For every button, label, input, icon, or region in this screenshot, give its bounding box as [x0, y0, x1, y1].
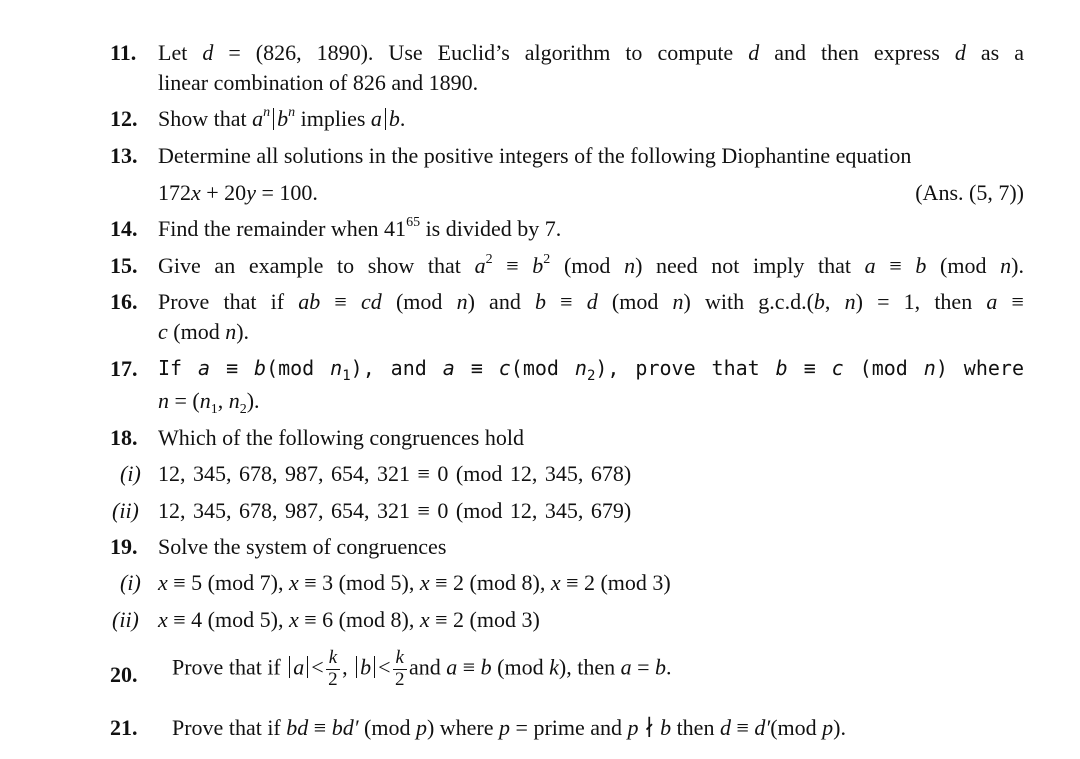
var-d: d — [748, 40, 760, 65]
var-a: a — [370, 106, 382, 131]
equals: = — [631, 654, 656, 680]
var-n: n — [228, 388, 240, 413]
var-n: n — [158, 388, 169, 413]
var-b: b — [388, 106, 400, 131]
text: ≡ 2 (mod 3) — [560, 570, 671, 595]
problem-13-line-1: Determine all solutions in the positive integers of the following Diophantine equation — [158, 143, 912, 168]
text: as a — [965, 40, 1025, 65]
problem-11-line-1 — [158, 42, 1024, 64]
text: ≡ 3 (mod 5), — [298, 570, 420, 595]
var-bd-prime: bd′ — [331, 715, 359, 740]
text: ). — [1011, 253, 1024, 278]
text: Let — [158, 40, 203, 65]
text: (mod — [167, 319, 226, 344]
var-b: b — [813, 289, 825, 314]
text: 172 — [158, 180, 191, 205]
text: . — [666, 654, 672, 680]
text: = (826, 1890). Use Euclid’s algorithm to compute — [213, 40, 749, 65]
var-d: d — [586, 289, 598, 314]
text: (mod — [266, 356, 331, 380]
var-b: b — [535, 289, 546, 314]
problem-11-number: 11. — [110, 40, 137, 65]
var-c: c — [831, 356, 844, 380]
text: = 100. — [255, 180, 318, 205]
var-d: d — [719, 715, 731, 740]
var-x: x — [419, 607, 430, 632]
var-a: a — [198, 356, 211, 380]
text: ) and — [467, 289, 535, 314]
denominator: 2 — [328, 668, 338, 690]
text: (mod — [510, 356, 575, 380]
text: (mod — [491, 654, 550, 680]
var-n: n — [672, 289, 684, 314]
var-x: x — [550, 570, 561, 595]
problem-21-number: 21. — [110, 715, 138, 740]
text: Give an example to show that — [158, 253, 475, 278]
congruent: ≡ — [997, 289, 1024, 314]
abs-bar — [307, 656, 308, 678]
fraction-k-over-2 — [393, 648, 407, 691]
congruent: ≡ — [546, 289, 587, 314]
text: Show that — [158, 106, 253, 131]
var-n: n — [456, 289, 468, 314]
var-n: n — [199, 388, 211, 413]
problem-20-text — [172, 648, 672, 691]
less-than: < — [311, 654, 324, 680]
text: ). — [246, 388, 260, 413]
problem-19-i-text — [158, 572, 671, 594]
var-n: n — [923, 356, 936, 380]
var-b: b — [480, 654, 492, 680]
var-b: b — [360, 654, 372, 680]
problem-12-text — [158, 105, 406, 131]
less-than: < — [378, 654, 391, 680]
text: ≡ 4 (mod 5), — [167, 607, 289, 632]
text: ) with g.c.d.( — [683, 289, 814, 314]
sub-2: 2 — [586, 368, 596, 384]
sub-1: 1 — [342, 368, 351, 384]
text: Prove that if — [172, 654, 287, 680]
problem-20-number: 20. — [110, 662, 138, 687]
var-n: n — [574, 356, 587, 380]
problem-17-line-1 — [158, 356, 1025, 384]
text: ), and — [350, 356, 443, 380]
var-c: c — [498, 356, 511, 380]
var-ab: ab — [298, 289, 321, 314]
var-b: b — [254, 356, 267, 380]
var-x: x — [288, 607, 299, 632]
var-c: c — [158, 319, 168, 344]
var-b: b — [775, 356, 788, 380]
text: ≡ 2 (mod 3) — [429, 607, 540, 632]
abs-bar — [356, 656, 357, 678]
var-a: a — [474, 253, 486, 278]
text: is divided by 7. — [420, 216, 562, 241]
text: Find the remainder when 41 — [158, 216, 407, 241]
text: . — [399, 106, 406, 131]
problem-18-text: Which of the following congruences hold — [158, 425, 524, 450]
text: (mod — [550, 253, 625, 278]
problem-19-number: 19. — [110, 534, 138, 559]
problem-19-ii-label: (ii) — [112, 607, 139, 632]
problem-15-number: 15. — [110, 253, 138, 278]
text: ), then — [558, 654, 621, 680]
problem-19-text: Solve the system of congruences — [158, 534, 447, 559]
text: ), prove that — [595, 356, 776, 380]
var-b: b — [532, 253, 544, 278]
problem-17-line-2 — [158, 388, 260, 417]
problem-18-i-text: 12, 345, 678, 987, 654, 321 ≡ 0 (mod 12, 345, 678) — [158, 461, 632, 486]
problem-18-ii-text: 12, 345, 678, 987, 654, 321 ≡ 0 (mod 12, 345, 679) — [158, 498, 632, 523]
text: (mod — [770, 715, 823, 740]
var-p: p — [499, 715, 511, 740]
var-a: a — [252, 106, 264, 131]
divides-bar — [385, 108, 386, 130]
problem-19-ii-text — [158, 609, 540, 631]
problem-13-answer: (Ans. (5, 7)) — [915, 180, 1024, 205]
var-x: x — [288, 570, 299, 595]
problem-19-i-label: (i) — [120, 570, 141, 595]
exp-2: 2 — [485, 252, 493, 267]
var-a: a — [446, 654, 458, 680]
congruent: ≡ — [308, 715, 332, 740]
text: ≡ 5 (mod 7), — [167, 570, 289, 595]
congruent: ≡ — [730, 715, 755, 740]
problem-11-line-2: linear combination of 826 and 1890. — [158, 70, 479, 95]
var-b: b — [660, 715, 672, 740]
var-a: a — [620, 654, 632, 680]
var-x: x — [419, 570, 430, 595]
var-bd: bd — [286, 715, 309, 740]
sub-1: 1 — [210, 402, 218, 417]
text: ≡ 6 (mod 8), — [298, 607, 420, 632]
problem-21-text — [172, 717, 846, 739]
sub-2: 2 — [239, 402, 247, 417]
var-b: b — [277, 106, 289, 131]
var-x: x — [191, 180, 201, 205]
text: + 20 — [200, 180, 247, 205]
abs-bar — [374, 656, 375, 678]
var-k: k — [549, 654, 559, 680]
problem-15-text — [158, 252, 1024, 278]
text: ) where — [935, 356, 1025, 380]
text: = prime and — [510, 715, 628, 740]
var-a: a — [864, 253, 876, 278]
problem-14-number: 14. — [110, 216, 138, 241]
var-n: n — [624, 253, 636, 278]
fraction-k-over-2 — [326, 648, 340, 691]
var-d: d — [202, 40, 214, 65]
text: implies — [295, 106, 371, 131]
problem-16-line-2 — [158, 321, 249, 343]
congruent: ≡ — [875, 253, 916, 278]
var-a: a — [442, 356, 455, 380]
problem-16-line-1 — [158, 291, 1024, 313]
exponent: 65 — [406, 215, 421, 230]
not-divides: ∤ — [644, 715, 655, 740]
problem-12-number: 12. — [110, 106, 138, 131]
congruent: ≡ — [454, 356, 499, 380]
congruent: ≡ — [320, 289, 362, 314]
var-d-prime: d′ — [754, 715, 771, 740]
text: = ( — [169, 388, 200, 413]
congruent: ≡ — [787, 356, 832, 380]
var-a: a — [986, 289, 998, 314]
var-b: b — [915, 253, 927, 278]
text: ). — [236, 319, 250, 344]
numerator: k — [326, 648, 340, 670]
text: (mod — [926, 253, 1001, 278]
denominator: 2 — [395, 668, 405, 690]
congruent: ≡ — [457, 654, 481, 680]
congruent: ≡ — [492, 253, 533, 278]
numerator: k — [393, 648, 407, 670]
problem-17-number: 17. — [110, 356, 138, 381]
text: ). — [833, 715, 846, 740]
var-x: x — [158, 607, 168, 632]
text: (mod — [358, 715, 416, 740]
var-p: p — [627, 715, 639, 740]
text: and — [408, 654, 447, 680]
text: , — [342, 654, 348, 680]
var-n: n — [330, 356, 343, 380]
var-p: p — [415, 715, 427, 740]
problem-16-number: 16. — [110, 289, 138, 314]
text: ≡ 2 (mod 8), — [429, 570, 551, 595]
var-a: a — [293, 654, 305, 680]
divides-bar — [273, 108, 274, 130]
var-n: n — [844, 289, 856, 314]
problem-18-number: 18. — [110, 425, 138, 450]
var-d: d — [954, 40, 966, 65]
var-b: b — [655, 654, 667, 680]
problem-13-number: 13. — [110, 143, 138, 168]
var-x: x — [158, 570, 168, 595]
problem-18-i-label: (i) — [120, 461, 141, 486]
var-p: p — [822, 715, 834, 740]
problem-18-ii-label: (ii) — [112, 498, 139, 523]
text: If — [158, 356, 199, 380]
text: ) = 1, then — [855, 289, 987, 314]
text: ) need not imply that — [635, 253, 865, 278]
var-y: y — [246, 180, 256, 205]
problem-13-equation — [158, 182, 318, 204]
text: (mod — [597, 289, 673, 314]
problem-14-text — [158, 215, 562, 241]
text: , — [217, 388, 229, 413]
exp-n: n — [263, 105, 271, 120]
var-cd: cd — [361, 289, 382, 314]
text: ) where — [426, 715, 500, 740]
exp-n: n — [288, 105, 296, 120]
var-n: n — [1000, 253, 1012, 278]
text: then — [671, 715, 720, 740]
abs-bar — [289, 656, 290, 678]
text: and then express — [759, 40, 955, 65]
congruent: ≡ — [210, 356, 255, 380]
exp-2: 2 — [543, 252, 551, 267]
text: (mod — [843, 356, 924, 380]
text: Prove that if — [172, 715, 287, 740]
text: , — [824, 289, 845, 314]
var-n: n — [225, 319, 237, 344]
text: (mod — [381, 289, 457, 314]
text: Prove that if — [158, 289, 299, 314]
